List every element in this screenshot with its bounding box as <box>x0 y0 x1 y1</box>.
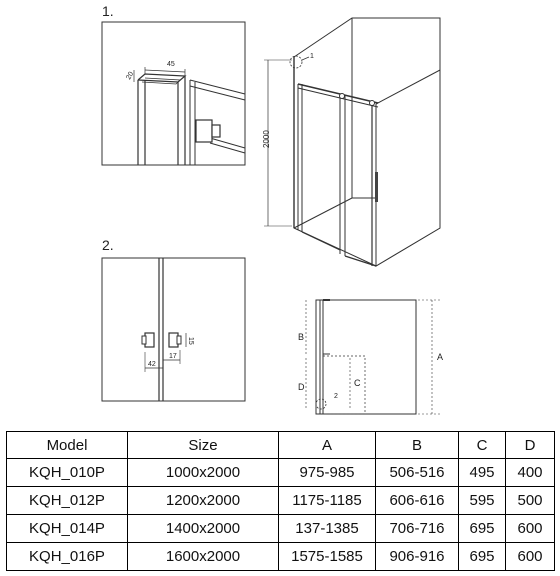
header-c: C <box>459 432 506 459</box>
cell-d: 400 <box>506 459 555 487</box>
header-size: Size <box>128 432 279 459</box>
cell-b: 706-716 <box>376 515 459 543</box>
header-b: B <box>376 432 459 459</box>
table-header-row <box>7 432 555 459</box>
table-row <box>7 487 555 515</box>
step-1-label: 1. <box>102 3 114 19</box>
cell-a: 975-985 <box>279 459 376 487</box>
cell-c: 495 <box>459 459 506 487</box>
step-2-label: 2. <box>102 237 114 253</box>
detail-1-width-dim: 45 <box>167 61 175 68</box>
table-row <box>7 515 555 543</box>
cell-a: 137-1385 <box>279 515 376 543</box>
cell-size: 1400x2000 <box>128 515 279 543</box>
plan-label-b: B <box>298 332 305 342</box>
header-a: A <box>279 432 376 459</box>
plan-label-c: C <box>354 378 361 388</box>
cell-a: 1175-1185 <box>279 487 376 515</box>
cell-model: KQH_012P <box>7 487 128 515</box>
cell-d: 600 <box>506 543 555 571</box>
detail-1-rail-top <box>102 22 245 165</box>
cell-c: 695 <box>459 515 506 543</box>
header-d: D <box>506 432 555 459</box>
cell-b: 906-916 <box>376 543 459 571</box>
plan-label-d: D <box>298 382 305 392</box>
detail-2-handle <box>102 258 245 401</box>
cell-size: 1200x2000 <box>128 487 279 515</box>
header-model: Model <box>7 432 128 459</box>
cell-a: 1575-1585 <box>279 543 376 571</box>
cell-size: 1600x2000 <box>128 543 279 571</box>
callout-1-label: 1 <box>310 53 314 60</box>
cell-c: 595 <box>459 487 506 515</box>
plan-label-a: A <box>437 352 444 362</box>
spec-table <box>6 431 555 571</box>
cell-d: 600 <box>506 515 555 543</box>
detail-2-spacing-dim: 17 <box>169 353 177 360</box>
plan-view-diagram <box>298 300 443 414</box>
callout-2-label: 2 <box>334 393 338 400</box>
cell-b: 606-616 <box>376 487 459 515</box>
detail-1-depth-dim: 20 <box>125 70 136 81</box>
height-dim-label: 2000 <box>262 130 271 148</box>
table-row <box>7 459 555 487</box>
cell-model: KQH_010P <box>7 459 128 487</box>
detail-2-thickness-dim: 15 <box>187 337 194 345</box>
detail-2-offset-dim: 42 <box>148 361 156 368</box>
cell-d: 500 <box>506 487 555 515</box>
cell-model: KQH_016P <box>7 543 128 571</box>
table-row <box>7 543 555 571</box>
cell-b: 506-516 <box>376 459 459 487</box>
cell-model: KQH_014P <box>7 515 128 543</box>
cell-size: 1000x2000 <box>128 459 279 487</box>
enclosure-isometric-view <box>262 18 440 266</box>
cell-c: 695 <box>459 543 506 571</box>
